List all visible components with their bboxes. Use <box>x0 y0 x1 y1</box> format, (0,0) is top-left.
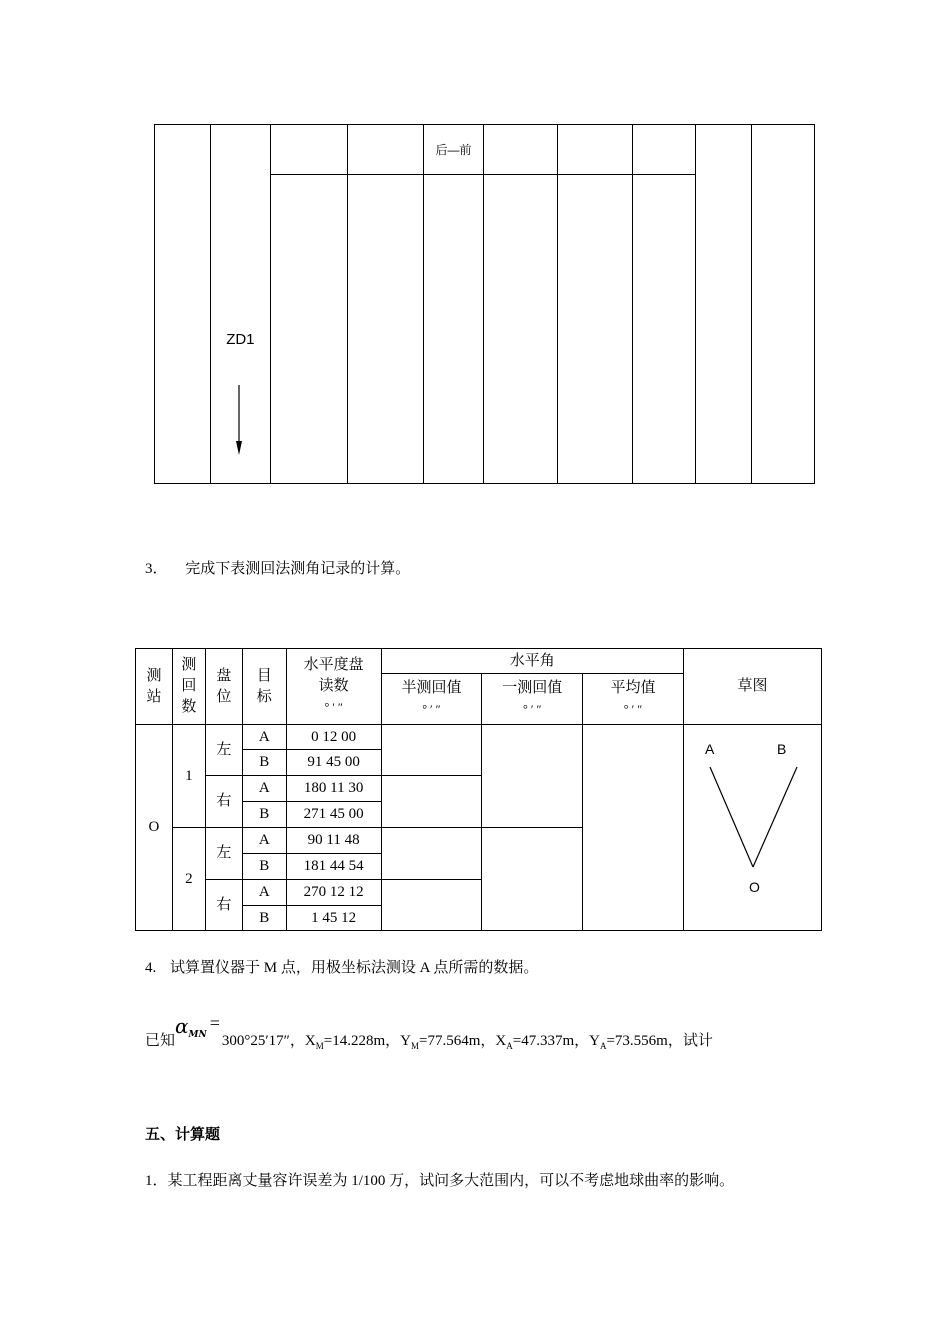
face-value: 左 <box>205 828 242 880</box>
target-value: A <box>242 828 286 854</box>
question-text: 试算置仪器于 M 点，用极坐标法测设 A 点所需的数据。 <box>170 960 539 976</box>
target-value: B <box>242 854 286 880</box>
cell <box>155 125 211 484</box>
header-reading: 水平度盘 读数 ° ′ ″ <box>286 649 381 725</box>
reading-value: 270 12 12 <box>286 880 381 906</box>
target-value: A <box>242 880 286 906</box>
target-value: B <box>242 906 286 931</box>
station-cell <box>210 125 270 484</box>
arrow-down-icon <box>233 385 245 457</box>
alpha-subscript: MN <box>188 1030 207 1040</box>
question-4 <box>145 956 538 977</box>
round-value: 1 <box>172 725 205 828</box>
cell <box>347 175 423 484</box>
back-minus-front-header: 后—前 <box>423 125 484 175</box>
ray-ob <box>753 767 797 867</box>
face-value: 右 <box>205 880 242 931</box>
angle-observation-table <box>135 648 822 931</box>
station-label: ZD1 <box>226 331 255 348</box>
face-value: 左 <box>205 725 242 776</box>
angle-sketch <box>684 725 820 905</box>
header-station: 测 站 <box>136 649 173 725</box>
reading-value: 180 11 30 <box>286 776 381 802</box>
cell <box>633 175 696 484</box>
leveling-table-fragment <box>154 124 815 484</box>
ray-oa <box>710 767 753 867</box>
header-round: 测 回 数 <box>172 649 205 725</box>
cell <box>696 125 752 484</box>
sketch-label-b: B <box>776 741 787 757</box>
round-value: 2 <box>172 828 205 931</box>
face-value: 右 <box>205 776 242 828</box>
target-value: B <box>242 750 286 776</box>
cell <box>484 125 558 175</box>
given-values: 300°25′17″，$X_M=14.228m$，$Y_M=77.564m$，$X_A=47.337m$，$Y_A=73.556m$，试计 <box>221 1033 713 1051</box>
alpha-symbol: α <box>175 1014 189 1038</box>
cell <box>752 125 815 484</box>
sketch-label-o: O <box>748 879 760 895</box>
given-prefix: 已知 <box>145 1033 176 1049</box>
reading-value: 90 11 48 <box>286 828 381 854</box>
reading-value: 181 44 54 <box>286 854 381 880</box>
one-round-cell <box>482 828 583 931</box>
cell <box>347 125 423 175</box>
header-one-round: 一测回值 ° ′ ″ <box>482 674 583 725</box>
cell <box>423 175 484 484</box>
cell <box>633 125 696 175</box>
equals-sign: = <box>209 1013 220 1033</box>
reading-value: 91 45 00 <box>286 750 381 776</box>
given-data-line <box>145 1013 713 1051</box>
half-round-cell <box>381 880 482 931</box>
sketch-cell <box>683 725 821 931</box>
cell <box>270 175 347 484</box>
sketch-label-a: A <box>704 741 715 757</box>
half-round-cell <box>381 828 482 880</box>
reading-value: 271 45 00 <box>286 802 381 828</box>
target-value: B <box>242 802 286 828</box>
cell <box>484 175 558 484</box>
header-horizontal-angle: 水平角 <box>381 649 683 674</box>
half-round-cell <box>381 776 482 828</box>
half-round-cell <box>381 725 482 776</box>
header-target: 目 标 <box>242 649 286 725</box>
cell <box>558 125 633 175</box>
target-value: A <box>242 725 286 750</box>
reading-value: 0 12 00 <box>286 725 381 750</box>
header-face: 盘 位 <box>205 649 242 725</box>
header-average: 平均值 ° ′ ″ <box>583 674 684 725</box>
question-number: 4. <box>145 960 157 976</box>
section-5-title: 五、计算题 <box>145 1127 221 1143</box>
reading-value: 1 45 12 <box>286 906 381 931</box>
station-value: O <box>136 725 173 931</box>
question-number: 3． <box>145 561 168 577</box>
question-text: 完成下表测回法测角记录的计算。 <box>185 561 411 577</box>
cell <box>558 175 633 484</box>
cell <box>270 125 347 175</box>
one-round-cell <box>482 725 583 828</box>
average-cell <box>583 725 684 931</box>
question-3 <box>145 557 410 578</box>
question-5-1: 1．某工程距离丈量容许误差为 1/100 万，试问多大范围内，可以不考虑地球曲率的影响。 <box>145 1173 735 1189</box>
header-half-round: 半测回值 ° ′ ″ <box>381 674 482 725</box>
target-value: A <box>242 776 286 802</box>
header-sketch: 草图 <box>683 649 821 725</box>
